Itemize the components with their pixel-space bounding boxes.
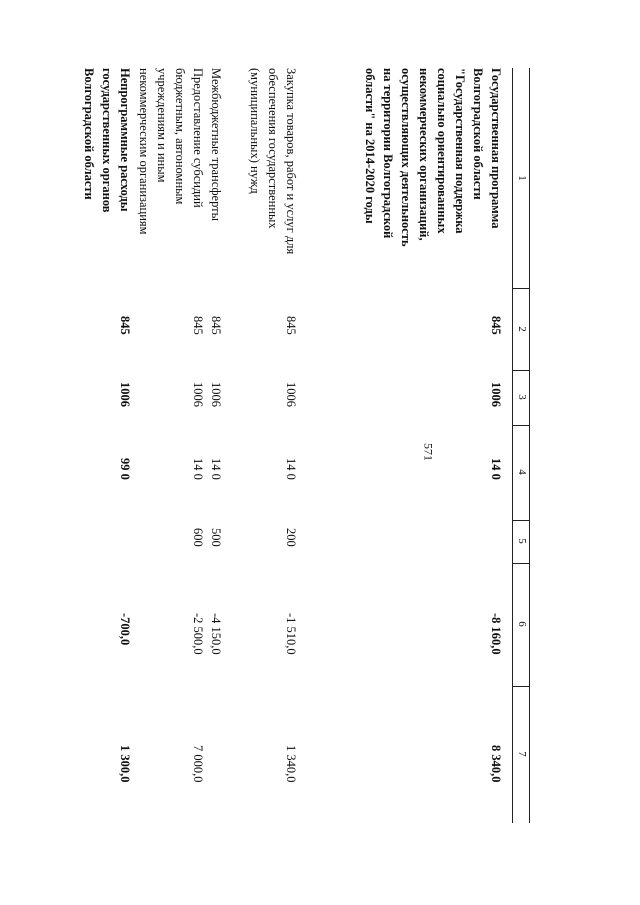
table-row-name bbox=[135, 68, 207, 235]
table-row-name bbox=[207, 68, 225, 221]
cell-col6: -1 510,0 bbox=[284, 613, 298, 655]
row-name-line: (муниципальных) нужд bbox=[248, 68, 262, 194]
row-name-line: бюджетным, автономным bbox=[173, 68, 187, 205]
row-name-line: на территории Волгоградской bbox=[381, 68, 395, 239]
cell-col2: 845 bbox=[489, 316, 503, 335]
cell-col3: 1006 bbox=[489, 382, 503, 407]
row-name-line: Межбюджетные трансферты bbox=[209, 68, 223, 222]
cell-col2: 845 bbox=[191, 316, 205, 335]
row-name-line: государственных органов bbox=[100, 68, 114, 213]
header-col-6: 6 bbox=[516, 621, 528, 627]
cell-col3: 1006 bbox=[191, 382, 205, 407]
row-name-line: осуществляющих деятельность bbox=[399, 68, 413, 247]
cell-col2: 845 bbox=[284, 316, 298, 335]
cell-col4: 14 0 bbox=[284, 458, 298, 480]
table-row-name bbox=[246, 68, 300, 254]
cell-col2: 845 bbox=[118, 316, 132, 335]
row-name-line: некоммерческим организациям bbox=[137, 68, 151, 235]
header-col-7: 7 bbox=[516, 751, 528, 757]
row-name-line: некоммерческих организаций, bbox=[417, 68, 431, 241]
row-name-line: Закупка товаров, работ и услуг для bbox=[284, 68, 298, 255]
row-name-line: Волгоградской области bbox=[82, 68, 96, 200]
cell-col4: 14 0 bbox=[489, 458, 503, 480]
cell-col3: 1006 bbox=[118, 382, 132, 407]
col-divider bbox=[513, 686, 530, 687]
col-divider bbox=[513, 288, 530, 289]
cell-col5: 200 bbox=[284, 528, 298, 547]
cell-col4: 14 0 bbox=[209, 458, 223, 480]
col-divider bbox=[513, 563, 530, 564]
row-name-line: обеспечения государственных bbox=[266, 68, 280, 229]
header-col-4: 4 bbox=[516, 469, 528, 475]
row-name-line: Предоставление субсидий bbox=[191, 68, 205, 208]
budget-table bbox=[75, 68, 530, 823]
row-name-line: социально ориентированных bbox=[435, 68, 449, 234]
col-divider bbox=[513, 370, 530, 371]
header-col-3: 3 bbox=[516, 394, 528, 400]
header-col-5: 5 bbox=[516, 538, 528, 544]
header-col-1: 1 bbox=[516, 175, 528, 181]
table-row-name bbox=[80, 68, 134, 213]
cell-col6: -2 500,0 bbox=[191, 613, 205, 655]
row-name-line: Непрограммные расходы bbox=[118, 68, 132, 212]
table-top-rule bbox=[529, 68, 530, 823]
table-row-name bbox=[361, 68, 505, 286]
row-name-line: области" на 2014-2020 годы bbox=[363, 68, 377, 224]
row-name-line: "Государственная поддержка bbox=[453, 68, 467, 234]
row-name-line: Волгоградской области bbox=[471, 68, 485, 200]
header-bottom-rule bbox=[512, 68, 513, 823]
header-col-2: 2 bbox=[516, 326, 528, 332]
cell-col7: 1 300,0 bbox=[118, 745, 132, 783]
cell-col5: 600 bbox=[191, 528, 205, 547]
cell-col4: 99 0 bbox=[118, 458, 132, 480]
cell-col6: -8 160,0 bbox=[489, 613, 503, 655]
cell-col2: 845 bbox=[209, 316, 223, 335]
cell-col5: 500 bbox=[209, 528, 223, 547]
col-divider bbox=[513, 520, 530, 521]
cell-col7: 7 000,0 bbox=[191, 745, 205, 783]
cell-col6: -700,0 bbox=[118, 613, 132, 646]
row-name-line: учреждениям и иным bbox=[155, 68, 169, 183]
row-name-line: Государственная программа bbox=[489, 68, 503, 229]
cell-col6: -4 150,0 bbox=[209, 613, 223, 655]
cell-col7: 1 340,0 bbox=[284, 745, 298, 783]
cell-col3: 1006 bbox=[209, 382, 223, 407]
col-divider bbox=[513, 425, 530, 426]
cell-col7: 8 340,0 bbox=[489, 745, 503, 783]
page-number: 571 bbox=[421, 443, 436, 461]
cell-col3: 1006 bbox=[284, 382, 298, 407]
cell-col4: 14 0 bbox=[191, 458, 205, 480]
